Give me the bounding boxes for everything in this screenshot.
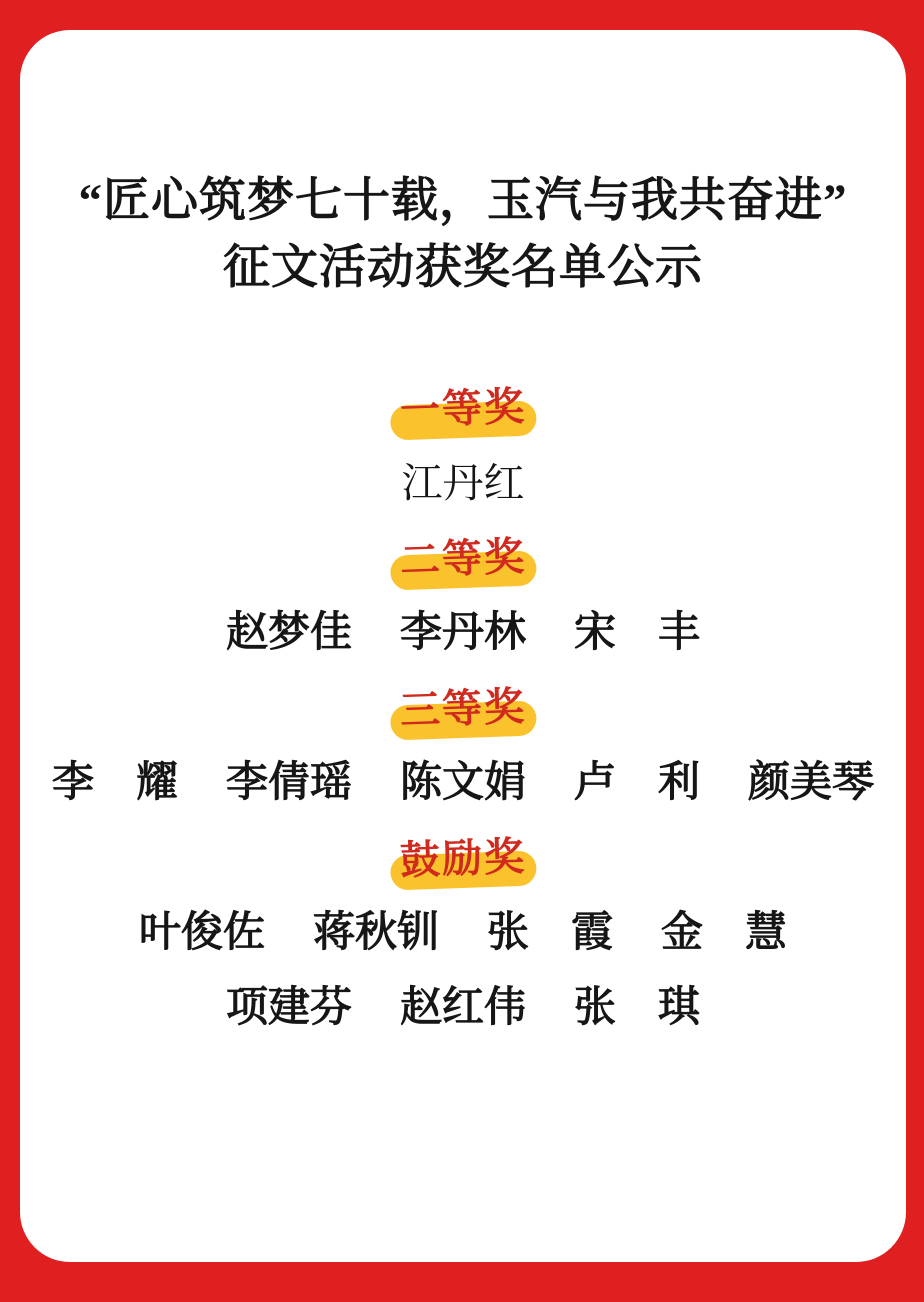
second-prize-winners: [226, 606, 700, 661]
third-prize-winners: [52, 756, 874, 811]
encouragement-prize-label: 鼓励奖: [399, 834, 527, 884]
winner-name: 李 耀: [51, 760, 178, 807]
title-line-1: “匠心筑梦七十载，玉汽与我共奋进”: [78, 175, 848, 227]
title-line-2: 征文活动获奖名单公示: [223, 241, 703, 294]
winner-name: 赵红伟: [399, 985, 526, 1032]
encouragement-prize-winners-row-1: [139, 906, 787, 961]
winner-name: 蒋秋钏: [312, 910, 439, 957]
first-prize-label: 一等奖: [399, 384, 527, 434]
first-prize-badge: [399, 379, 527, 438]
encouragement-prize-winners-row-2: [226, 981, 700, 1036]
winner-name: 张 琪: [573, 985, 700, 1032]
winner-name: 李倩瑶: [225, 760, 352, 807]
third-prize-label: 三等奖: [399, 684, 527, 734]
winner-name: 颜美琴: [748, 760, 875, 807]
third-prize-badge: [399, 679, 527, 738]
second-prize-badge: [399, 529, 527, 588]
award-sections: [52, 381, 874, 1036]
winner-name: 张 霞: [486, 910, 613, 957]
section-encouragement-prize: [139, 831, 787, 1036]
section-first-prize: [400, 381, 526, 511]
encouragement-prize-badge: [399, 829, 527, 888]
winner-name: 宋 丰: [574, 610, 701, 657]
second-prize-label: 二等奖: [399, 534, 527, 584]
winner-name: 陈文娟: [399, 760, 526, 807]
winner-name: 李丹林: [399, 610, 526, 657]
card-content: [20, 30, 906, 1036]
first-prize-winners: [401, 456, 524, 511]
winner-name: 金 慧: [661, 910, 788, 957]
announcement-card: [20, 30, 906, 1262]
winner-name: 卢 利: [574, 760, 701, 807]
section-second-prize: [226, 531, 700, 661]
page-title: [79, 168, 848, 301]
winner-name: 叶俊佐: [138, 910, 265, 957]
winner-name: 江丹红: [401, 460, 525, 507]
winner-name: 项建芬: [225, 985, 352, 1032]
winner-name: 赵梦佳: [225, 610, 352, 657]
section-third-prize: [52, 681, 874, 811]
